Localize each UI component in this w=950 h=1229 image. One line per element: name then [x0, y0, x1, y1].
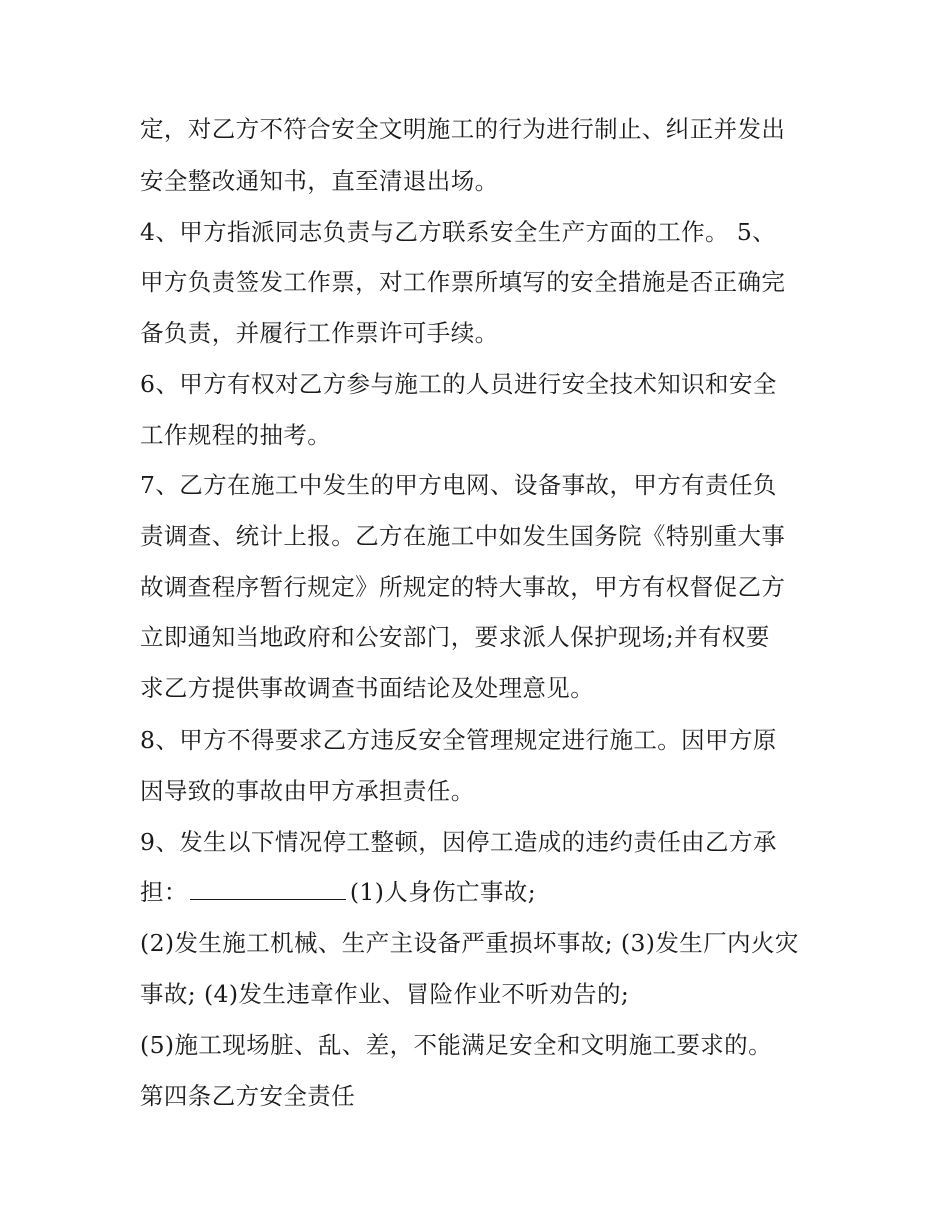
text-line: 8、甲方不得要求乙方违反安全管理规定进行施工。因甲方原: [140, 726, 777, 754]
text-line: 立即通知当地政府和公安部门，要求派人保护现场;并有权要: [140, 623, 770, 651]
text-line: 因导致的事故由甲方承担责任。: [140, 777, 475, 805]
text-line: 7、乙方在施工中发生的甲方电网、设备事故，甲方有责任负: [140, 471, 777, 499]
text-line: (2)发生施工机械、生产主设备严重损坏事故; (3)发生厂内火灾: [140, 929, 799, 957]
text-line: 4、甲方指派同志负责与乙方联系安全生产方面的工作。 5、: [140, 218, 777, 246]
line-suffix: (1)人身伤亡事故;: [349, 878, 537, 906]
line-prefix: 担：: [140, 878, 188, 906]
text-line: 事故; (4)发生违章作业、冒险作业不听劝告的;: [140, 980, 630, 1008]
text-line: 6、甲方有权对乙方参与施工的人员进行安全技术知识和安全: [140, 370, 777, 398]
fill-in-blank: [190, 879, 346, 900]
text-line: 责调查、统计上报。乙方在施工中如发生国务院《特别重大事: [140, 522, 786, 550]
text-line: 定，对乙方不符合安全文明施工的行为进行制止、纠正并发出: [140, 115, 786, 143]
text-line: 备负责，并履行工作票许可手续。: [140, 319, 499, 347]
text-line: 工作规程的抽考。: [140, 421, 332, 449]
text-line: (5)施工现场脏、乱、差，不能满足安全和文明施工要求的。: [140, 1031, 772, 1059]
text-line: 故调查程序暂行规定》所规定的特大事故，甲方有权督促乙方: [140, 573, 786, 601]
text-line: 求乙方提供事故调查书面结论及处理意见。: [140, 674, 595, 702]
text-line: 甲方负责签发工作票，对工作票所填写的安全措施是否正确完: [140, 268, 786, 296]
section-heading: 第四条乙方安全责任: [140, 1082, 356, 1110]
text-line-with-blank: [140, 877, 830, 907]
text-line: 9、发生以下情况停工整顿，因停工造成的违约责任由乙方承: [140, 828, 777, 856]
text-line: 安全整改通知书，直至清退出场。: [140, 167, 499, 195]
